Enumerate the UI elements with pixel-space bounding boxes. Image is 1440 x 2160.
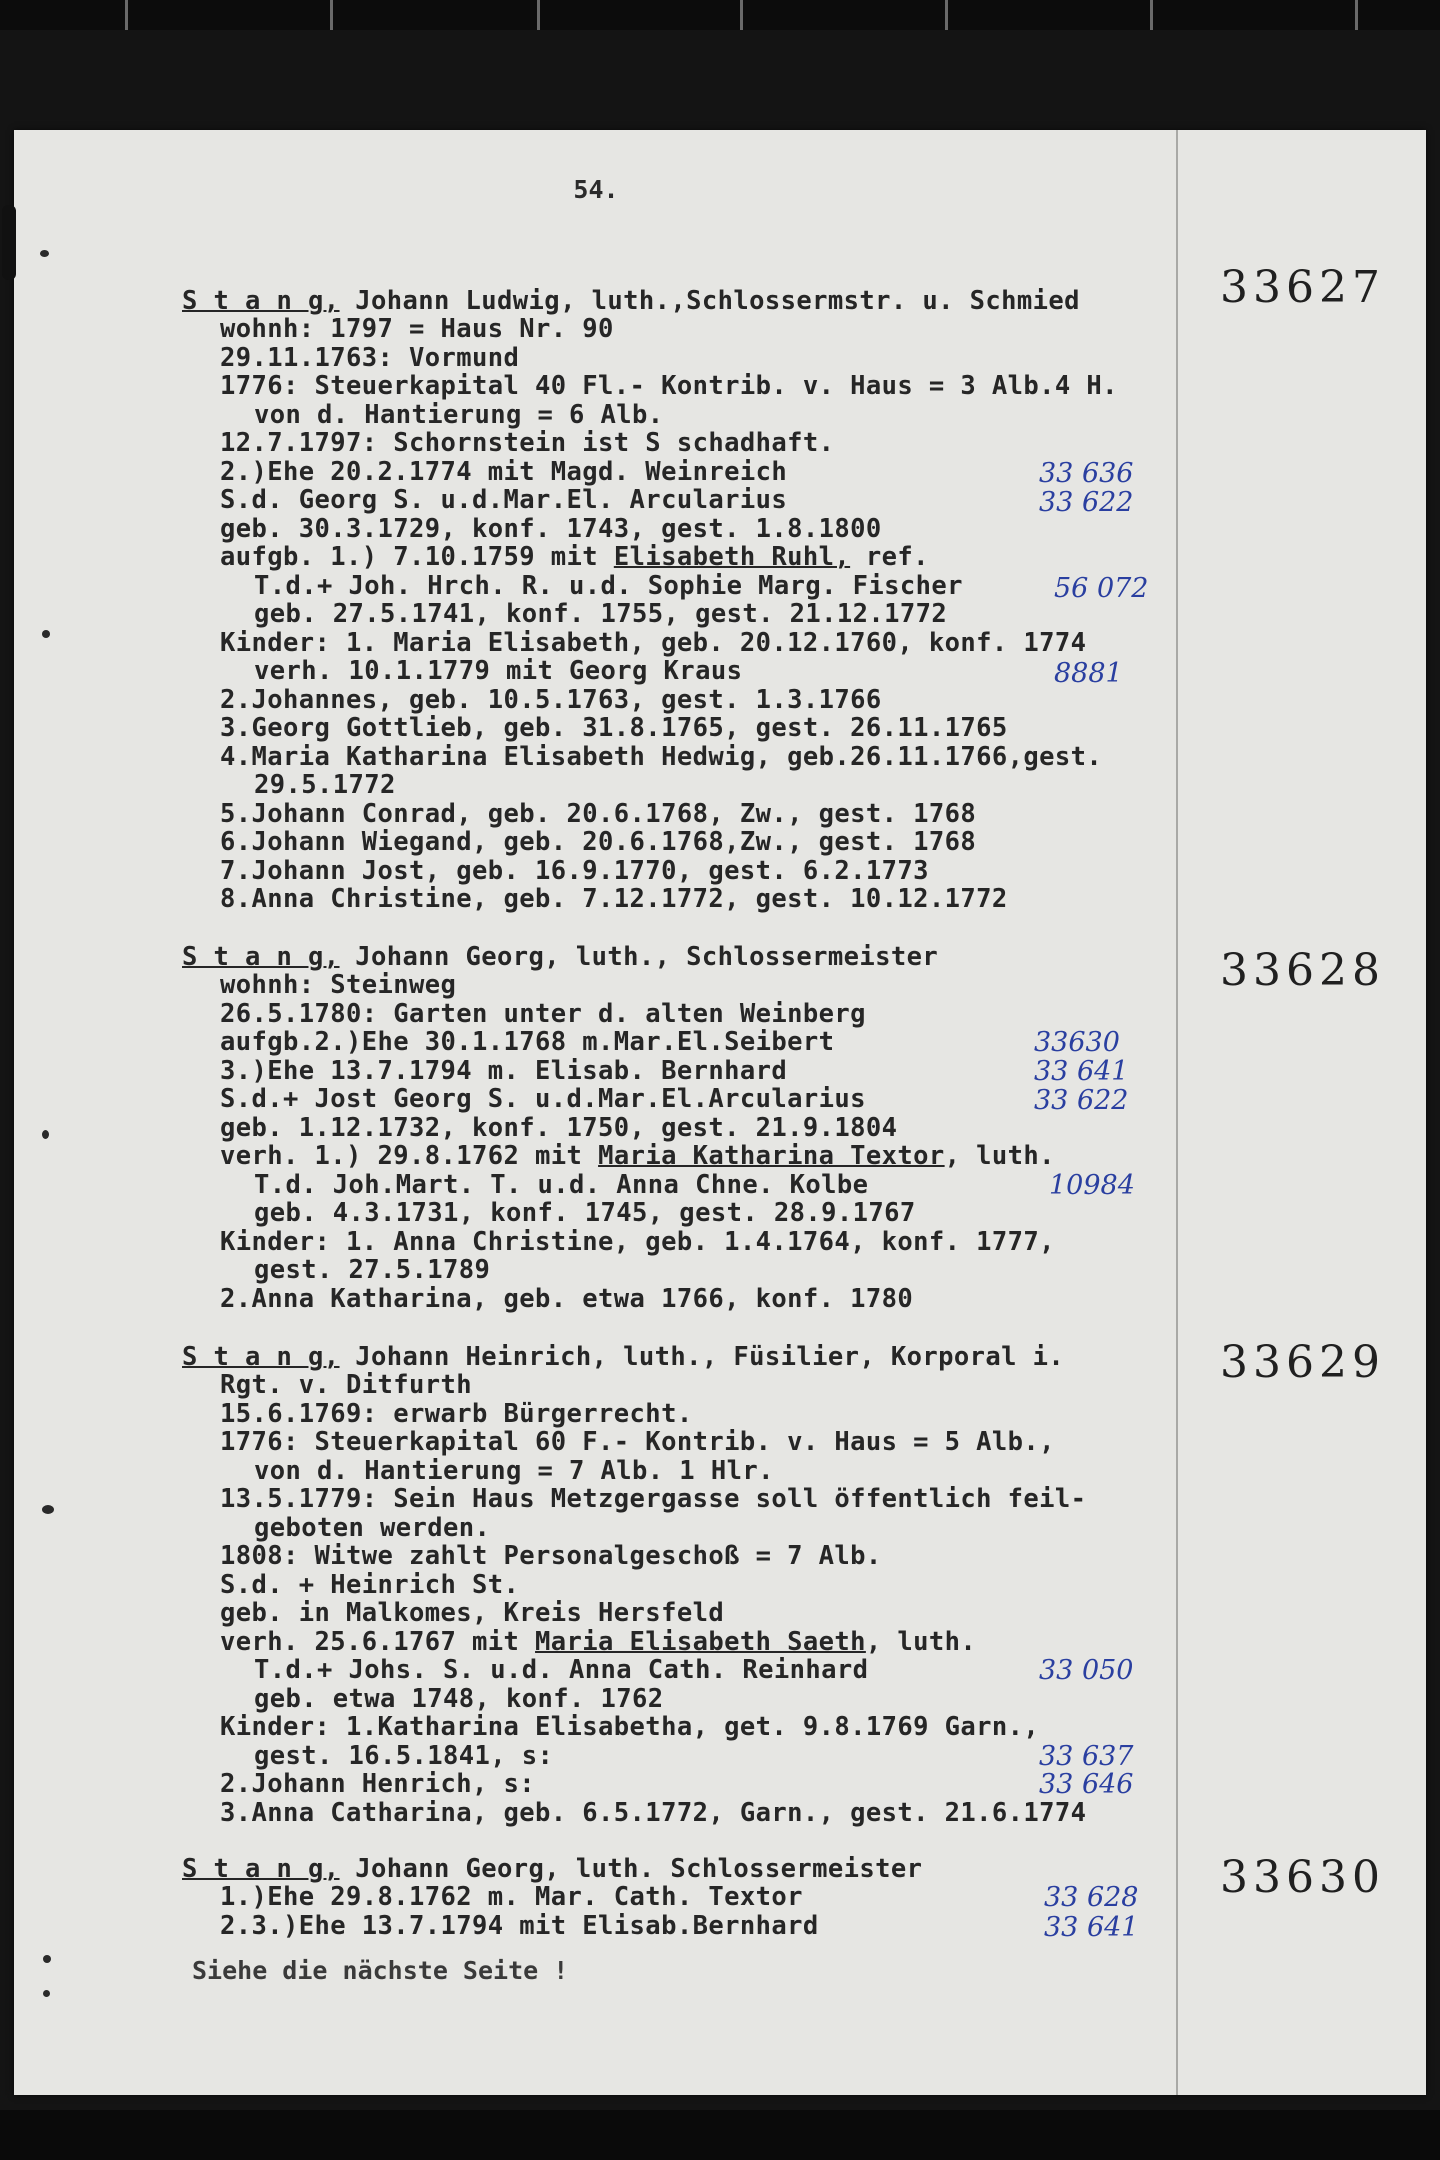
entry-line: geb. 27.5.1741, konf. 1755, gest. 21.12.1772 [254,599,948,629]
entry-line: S.d.+ Jost Georg S. u.d.Mar.El.Arcularius [220,1084,866,1114]
entry-line: 15.6.1769: erwarb Bürgerrecht. [220,1399,693,1429]
entry-heading [182,943,938,971]
entry-line: T.d.+ Johs. S. u.d. Anna Cath. Reinhard [254,1655,869,1685]
handwritten-number: 33 646 [1039,1769,1134,1800]
surname: S t a n g, [182,1854,340,1884]
entry-line: geb. in Malkomes, Kreis Hersfeld [220,1598,725,1628]
handwritten-number: 56 072 [1054,573,1149,604]
margin-line [1176,130,1178,2095]
surname: S t a n g, [182,1342,340,1372]
handwritten-number: 8881 [1054,658,1123,689]
entry-line: gest. 16.5.1841, s: [254,1741,554,1771]
entry-line: aufgb.2.)Ehe 30.1.1768 m.Mar.El.Seibert [220,1027,835,1057]
handwritten-number: 33 622 [1039,487,1134,518]
binding-mark [2,205,16,280]
line-text: verh. 1.) 29.8.1762 mit [220,1141,599,1171]
reference-number: 33629 [1220,1337,1385,1388]
entry-line: 26.5.1780: Garten unter d. alten Weinberg [220,999,866,1029]
entry-line [220,1142,1055,1170]
line-text: ref. [850,542,929,572]
entry-line: 12.7.1797: Schornstein ist S schadhaft. [220,428,835,458]
entry-heading [182,1343,1064,1371]
entry-line: 13.5.1779: Sein Haus Metzgergasse soll öffentlich feil- [220,1484,1087,1514]
film-strip-bottom [0,2110,1440,2160]
handwritten-number: 10984 [1049,1170,1135,1201]
entry-line: geb. 30.3.1729, konf. 1743, gest. 1.8.1800 [220,514,882,544]
handwritten-number: 33 637 [1039,1741,1134,1772]
handwritten-number: 33 622 [1034,1085,1129,1116]
entry-line: 29.5.1772 [254,770,396,800]
entry-line: S.d. + Heinrich St. [220,1570,520,1600]
speck [42,1505,54,1514]
entry-line: 1776: Steuerkapital 40 Fl.- Kontrib. v. Haus = 3 Alb.4 H. [220,371,1118,401]
handwritten-number: 33630 [1034,1027,1120,1058]
entry-line: geboten werden. [254,1513,491,1543]
speck [42,630,50,638]
speck [40,250,49,257]
entry-line: 2.Anna Katharina, geb. etwa 1766, konf. 1780 [220,1284,914,1314]
line-text: verh. 25.6.1767 mit [220,1627,536,1657]
entry-line: 1776: Steuerkapital 60 F.- Kontrib. v. Haus = 5 Alb., [220,1427,1055,1457]
entry-line [220,543,929,571]
speck [43,1955,51,1963]
entry-line: T.d.+ Joh. Hrch. R. u.d. Sophie Marg. Fischer [254,571,963,601]
entry-line: wohnh: Steinweg [220,970,457,1000]
spouse-name: Maria Katharina Textor [598,1141,945,1171]
entry-line: 2.)Ehe 20.2.1774 mit Magd. Weinreich [220,457,788,487]
entry-line [220,1628,976,1656]
entry-line: verh. 10.1.1779 mit Georg Kraus [254,656,743,686]
entry-heading [182,287,1080,315]
entry-line: 4.Maria Katharina Elisabeth Hedwig, geb.26.11.1766,gest. [220,742,1103,772]
entry-line: Rgt. v. Ditfurth [220,1370,473,1400]
handwritten-number: 33 641 [1044,1912,1139,1943]
reference-number: 33628 [1220,945,1385,996]
entry-line: gest. 27.5.1789 [254,1255,491,1285]
entry-line: S.d. Georg S. u.d.Mar.El. Arcularius [220,485,788,515]
continuation-note: Siehe die nächste Seite ! [192,1956,569,1985]
page-number: 54. [573,175,619,204]
entry-line: 1808: Witwe zahlt Personalgeschoß = 7 Alb. [220,1541,882,1571]
entry-line: geb. etwa 1748, konf. 1762 [254,1684,664,1714]
entry-line: 2.3.)Ehe 13.7.1794 mit Elisab.Bernhard [220,1911,819,1941]
entry-line: 2.Johann Henrich, s: [220,1769,536,1799]
line-text: , luth. [944,1141,1055,1171]
handwritten-number: 33 641 [1034,1056,1129,1087]
entry-line: von d. Hantierung = 7 Alb. 1 Hlr. [254,1456,774,1486]
entry-line: 3.Georg Gottlieb, geb. 31.8.1765, gest. 26.11.1765 [220,713,1008,743]
handwritten-number: 33 628 [1044,1882,1139,1913]
entry-line: Kinder: 1. Anna Christine, geb. 1.4.1764, konf. 1777, [220,1227,1055,1257]
spouse-name: Elisabeth Ruhl, [613,542,851,572]
heading-text: Johann Ludwig, luth.,Schlossermstr. u. Schmied [339,286,1080,316]
entry-line: 29.11.1763: Vormund [220,343,520,373]
entry-line: wohnh: 1797 = Haus Nr. 90 [220,314,614,344]
spouse-name: Maria Elisabeth Saeth [535,1627,866,1657]
entry-line: 1.)Ehe 29.8.1762 m. Mar. Cath. Textor [220,1882,803,1912]
entry-line: Kinder: 1.Katharina Elisabetha, get. 9.8.1769 Garn., [220,1712,1040,1742]
surname: S t a n g, [182,942,340,972]
reference-number: 33627 [1220,262,1385,313]
surname: S t a n g, [182,286,340,316]
entry-line: 7.Johann Jost, geb. 16.9.1770, gest. 6.2.1773 [220,856,929,886]
heading-text: Johann Georg, luth., Schlossermeister [339,942,939,972]
reference-number: 33630 [1220,1852,1385,1903]
handwritten-number: 33 636 [1039,458,1134,489]
film-strip-top [0,0,1440,30]
entry-line: 8.Anna Christine, geb. 7.12.1772, gest. 10.12.1772 [220,884,1008,914]
entry-line: 6.Johann Wiegand, geb. 20.6.1768,Zw., gest. 1768 [220,827,977,857]
entry-line: geb. 1.12.1732, konf. 1750, gest. 21.9.1804 [220,1113,898,1143]
heading-text: Johann Georg, luth. Schlossermeister [339,1854,923,1884]
entry-heading [182,1855,922,1883]
speck [42,1130,49,1139]
speck [43,1990,50,1997]
entry-line: Kinder: 1. Maria Elisabeth, geb. 20.12.1760, konf. 1774 [220,628,1087,658]
entry-line: T.d. Joh.Mart. T. u.d. Anna Chne. Kolbe [254,1170,869,1200]
entry-line: 5.Johann Conrad, geb. 20.6.1768, Zw., gest. 1768 [220,799,977,829]
document-page [14,130,1426,2095]
entry-line: geb. 4.3.1731, konf. 1745, gest. 28.9.1767 [254,1198,916,1228]
handwritten-number: 33 050 [1039,1655,1134,1686]
entry-line: von d. Hantierung = 6 Alb. [254,400,664,430]
entry-line: 3.)Ehe 13.7.1794 m. Elisab. Bernhard [220,1056,788,1086]
heading-text: Johann Heinrich, luth., Füsilier, Korporal i. [339,1342,1065,1372]
entry-line: 3.Anna Catharina, geb. 6.5.1772, Garn., gest. 21.6.1774 [220,1798,1087,1828]
line-text: aufgb. 1.) 7.10.1759 mit [220,542,614,572]
entry-line: 2.Johannes, geb. 10.5.1763, gest. 1.3.1766 [220,685,882,715]
line-text: , luth. [865,1627,977,1657]
